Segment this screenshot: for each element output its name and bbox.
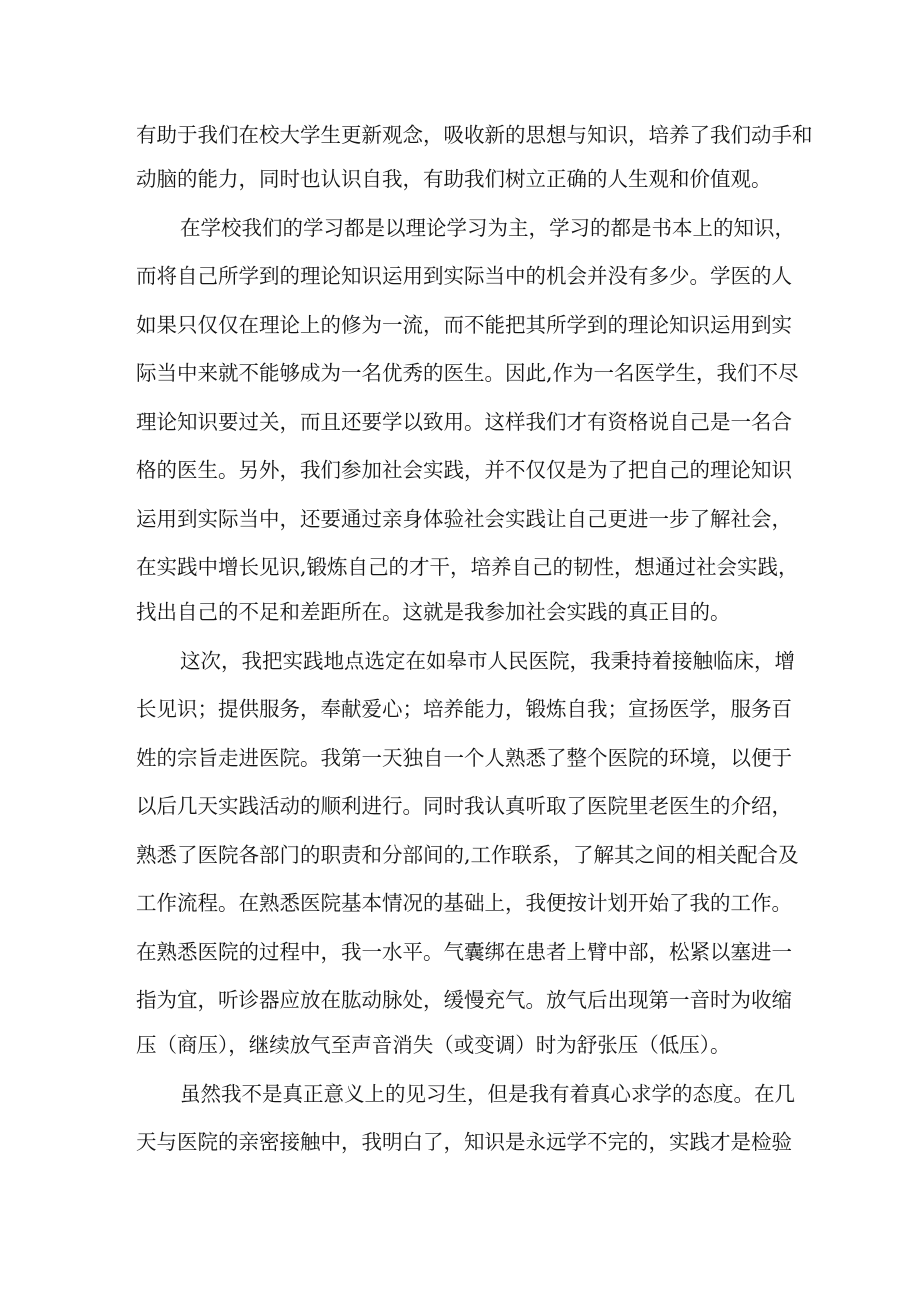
text-line: 在实践中增长见识,锻炼自己的才干，培养自己的韧性，想通过社会实践， [136,555,799,579]
text-line: 在熟悉医院的过程中，我一水平。气囊绑在患者上臂中部，松紧以塞进一 [136,940,792,964]
text-line: 理论知识要过关，而且还要学以致用。这样我们才有资格说自己是一名合 [136,410,792,434]
text-line: 熟悉了医院各部门的职责和分部间的,工作联系，了解其之间的相关配合及 [136,843,799,867]
text-line: 压（商压），继续放气至声音消失（或变调）时为舒张压（低压）。 [136,1033,731,1057]
paragraph-start-line: 在学校我们的学习都是以理论学习为主，学习的都是书本上的知识， [180,216,795,240]
text-line: 如果只仅仅在理论上的修为一流，而不能把其所学到的理论知识运用到实 [136,313,792,337]
text-line: 运用到实际当中，还要通过亲身体验社会实践让自己更进一步了解社会， [136,507,792,531]
text-line: 动脑的能力，同时也认识自我，有助我们树立正确的人生观和价值观。 [136,167,772,191]
paragraph-start-line: 这次，我把实践地点选定在如皋市人民医院，我秉持着接触临床，增 [180,649,795,673]
text-line: 工作流程。在熟悉医院基本情况的基础上，我便按计划开始了我的工作。 [136,891,792,915]
text-line: 长见识；提供服务，奉献爱心；培养能力，锻炼自我；宣扬医学，服务百 [136,697,792,721]
text-line: 找出自己的不足和差距所在。这就是我参加社会实践的真正目的。 [136,600,731,624]
text-line: 有助于我们在校大学生更新观念，吸收新的思想与知识，培养了我们动手和 [136,123,813,147]
text-line: 姓的宗旨走进医院。我第一天独自一个人熟悉了整个医院的环境，以便于 [136,746,792,770]
text-line: 而将自己所学到的理论知识运用到实际当中的机会并没有多少。学医的人 [136,264,792,288]
text-line: 格的医生。另外，我们参加社会实践，并不仅仅是为了把自己的理论知识 [136,458,792,482]
paragraph-start-line: 虽然我不是真正意义上的见习生，但是我有着真心求学的态度。在几 [180,1082,795,1106]
text-line: 天与医院的亲密接触中，我明白了，知识是永远学不完的，实践才是检验 [136,1130,792,1154]
text-line: 指为宜，听诊器应放在肱动脉处，缓慢充气。放气后出现第一音时为收缩 [136,988,792,1012]
text-line: 际当中来就不能够成为一名优秀的医生。因此,作为一名医学生，我们不尽 [136,361,799,385]
text-line: 以后几天实践活动的顺利进行。同时我认真听取了医院里老医生的介绍， [136,794,792,818]
